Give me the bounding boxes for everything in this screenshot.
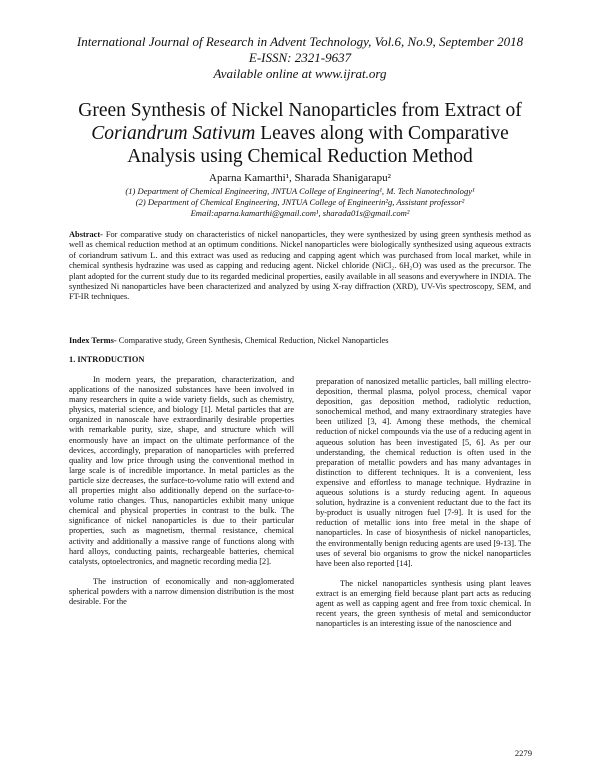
intro-paragraph-3: preparation of nanosized metallic particles, ball milling electro-deposition, thermal plasma, polyol process, chemical vapor deposition, gas deposition method, radiolytic reduction, sonochemical method, and many extraordinary strategies have been utilized [3, 4]. Among these methods, the chemical reduction of nickel compounds via the use of a reducing agent in aqueous solution has been investigated [5, 6]. As per our understanding, the chemical reduction is often used in the preparation of metallic powders and has many advantages in distinction to different techniques. It is a convenient, less expensive and effortless to manage technique. Hydrazine in aqueous solutions is a sturdy reducing agent. In aqueous solution, hydrazine is a convenient reductant due to the fact its by-product is usually nitrogen fuel [7-9]. It is used for the reduction of metallic ions into free metal in the shape of nanoparticles. In case of biosynthesis of nickel nanoparticles, the environmentally benign reducing agents are used [9-13]. The uses of several bio organisms to grow the nickel nanoparticles have been also reported [14]. (316, 377, 531, 568)
title-line-2-rest: Leaves along with Comparative (255, 123, 509, 144)
paper-title (40, 99, 560, 168)
index-terms-label: Index Terms- (69, 336, 117, 345)
abstract-text: For comparative study on characteristics of nickel nanoparticles, they were synthesized by using green synthesis method as well as chemical reduction method at an optimum conditions. Nickel nanoparticles were biologically synthesized using aqueous extracts of coriandrum sativum L. and this extract was used as reducing and capping agent which was purchased from local market, while in chemical synthesis hydrazine was used as capping and reducing agent. Nickel chloride (NiCl₂. 6H₂O) was used as the precursor. The plant adopted for the current study due to its regarded medicinal properties, easily available in all seasons and everywhere in INDIA. The synthesized Ni nanoparticles have been characterized and analyzed by using X-ray diffraction (XRD), UV-Vis spectroscopy, SEM, and FT-IR techniques. (69, 230, 531, 302)
affiliations (40, 186, 560, 219)
section-heading-introduction: 1. INTRODUCTION (69, 355, 145, 364)
journal-issn: E-ISSN: 2321-9637 (248, 50, 352, 65)
intro-paragraph-4: The nickel nanoparticles synthesis using plant leaves extract is an emerging field because plant part acts as reducing agent as well as capping agent and free from toxic chemical. In recent years, the green synthesis of metal and semiconductor nanoparticles is an interesting issue of the nanoscience and (316, 578, 531, 629)
page-number: 2279 (514, 748, 532, 758)
left-column (69, 375, 294, 607)
abstract (69, 230, 531, 303)
intro-paragraph-2: The instruction of economically and non-agglomerated spherical powders with a narrow dimension distribution is the most desirable. For the (69, 576, 294, 606)
right-column (316, 377, 531, 629)
abstract-label: Abstract- (69, 230, 103, 239)
title-line-3: Analysis using Chemical Reduction Method (127, 146, 473, 167)
author-emails: Email:aparna.kamarthi@gmail.com¹, sharada01s@gmail.com² (190, 208, 410, 218)
title-line-2 (40, 122, 560, 145)
affiliation-1: (1) Department of Chemical Engineering, JNTUA College of Engineering¹, M. Tech Nanotechnology¹ (125, 186, 475, 196)
journal-url: Available online at www.ijrat.org (213, 66, 387, 81)
title-line-1: Green Synthesis of Nickel Nanoparticles from Extract of (78, 100, 522, 121)
journal-citation: International Journal of Research in Advent Technology, Vol.6, No.9, September 2018 (76, 34, 524, 49)
affiliation-2: (2) Department of Chemical Engineering, JNTUA College of Engineerin²g, Assistant professor² (135, 197, 465, 207)
index-terms-text: Comparative study, Green Synthesis, Chemical Reduction, Nickel Nanoparticles (116, 336, 389, 345)
author-list: Aparna Kamarthi¹, Sharada Shanigarapu² (209, 172, 391, 184)
journal-header (0, 34, 600, 82)
index-terms (69, 336, 539, 346)
intro-paragraph-1: In modern years, the preparation, characterization, and applications of the nanosized substances have been involved in many researchers in quite a wide variety fields, such as chemistry, physics, material science, and biology [1]. Metal particles that are organized in nanoscale have extraordinarily desirable properties with remarkable purity, size, shape, and structure which will enormously have an impact on the ultimate performance of the devices, accordingly, preparation of nanoparticles with preferred quality and low price through using the conventional method in large scale is of incredible importance. In metal particles as the particle size decreases, the surface-to-volume ratio will extend and all properties might also additionally depend on the surface-to-volume ratio changes. Thus, nanoparticles exhibit many unique chemical and physical properties in contrast to the bulk. The significance of nickel nanoparticles is due to their particular properties, such as magnetism, thermal resistance, chemical activity and additionally a massive range of functions along with hard alloys, conducting paints, rechargeable batteries, chemical catalysts, optoelectronics, and magnetic recording media [2]. (69, 375, 294, 566)
title-species-name: Coriandrum Sativum (91, 123, 256, 144)
